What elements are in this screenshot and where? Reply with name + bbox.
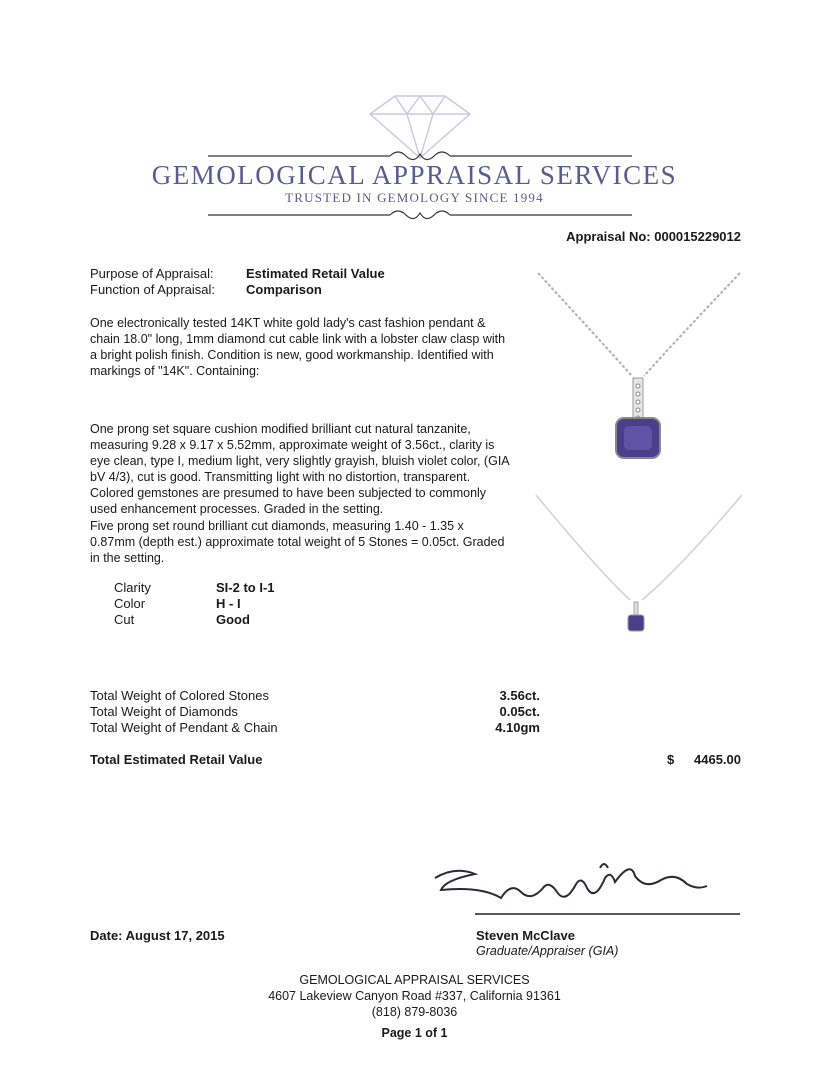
pendant-closeup-photo xyxy=(528,268,748,468)
grade-value: SI-2 to I-1 xyxy=(216,580,275,595)
pendant-full-photo xyxy=(528,490,748,640)
grade-label: Cut xyxy=(114,612,135,627)
brand-name: GEMOLOGICAL APPRAISAL SERVICES xyxy=(151,160,678,190)
total-value-currency: $ xyxy=(667,752,675,767)
function-label: Function of Appraisal: xyxy=(90,282,216,297)
weight-label: Total Weight of Diamonds xyxy=(90,704,238,719)
description-tanzanite: One prong set square cushion modified brilliant cut natural tanzanite, measuring 9.28 x 9.17 x 5.52mm, approximate weight of 3.56ct., clarity is eye clean, type I, medium light, very slightly grayish, bluish violet color, (GIA bV 4/3), cut is good. Transmitting light with no distortion, transparent. Colored gemstones are presumed to have been subjected to commonly used enhancement processes. Graded in the setting. xyxy=(90,422,509,516)
weight-row xyxy=(90,720,540,736)
purpose-value: Estimated Retail Value xyxy=(246,266,385,281)
purpose-label: Purpose of Appraisal: xyxy=(90,266,214,281)
description-diamonds: Five prong set round brilliant cut diamonds, measuring 1.40 - 1.35 x 0.87mm (depth est.) approximate total weight of 5 Stones = 0.05ct. Graded in the setting. xyxy=(90,519,505,565)
weight-value: 3.56ct. xyxy=(499,688,540,703)
weight-row xyxy=(90,688,540,704)
grade-row xyxy=(114,612,275,628)
footer-phone: (818) 879-8036 xyxy=(371,1005,458,1019)
function-row xyxy=(90,282,385,298)
appraisal-date: Date: August 17, 2015 xyxy=(90,928,225,943)
purpose-block xyxy=(90,266,385,298)
description-pendant: One electronically tested 14KT white gold lady's cast fashion pendant & chain 18.0" long, 1mm diamond cut cable link with a lobster claw clasp with a bright polish finish. Condition is new, good workmanship. Identified with markings of "14K". Containing: xyxy=(90,316,506,378)
function-value: Comparison xyxy=(246,282,322,297)
footer-address: 4607 Lakeview Canyon Road #337, California 91361 xyxy=(268,989,561,1003)
appraisal-number: Appraisal No: 000015229012 xyxy=(566,229,741,244)
brand-tagline: TRUSTED IN GEMOLOGY SINCE 1994 xyxy=(285,190,544,205)
weight-value: 4.10gm xyxy=(495,720,540,735)
signature xyxy=(425,850,745,920)
grade-row xyxy=(114,580,275,596)
weight-label: Total Weight of Colored Stones xyxy=(90,688,269,703)
diamond-icon xyxy=(200,88,640,228)
footer xyxy=(0,972,829,1041)
total-value-amount: 4465.00 xyxy=(694,752,741,767)
grade-label: Color xyxy=(114,596,146,611)
footer-company: GEMOLOGICAL APPRAISAL SERVICES xyxy=(299,973,530,987)
grade-row xyxy=(114,596,275,612)
appraiser-title: Graduate/Appraiser (GIA) xyxy=(476,944,619,958)
page-number: Page 1 of 1 xyxy=(381,1026,448,1040)
grade-value: Good xyxy=(216,612,250,627)
weights-table xyxy=(90,688,540,736)
appraiser-name: Steven McClave xyxy=(476,928,575,943)
weight-row xyxy=(90,704,540,720)
grade-value: H - I xyxy=(216,596,241,611)
grades-table xyxy=(114,580,275,628)
purpose-row xyxy=(90,266,385,282)
total-value-label: Total Estimated Retail Value xyxy=(90,752,263,767)
weight-value: 0.05ct. xyxy=(499,704,540,719)
grade-label: Clarity xyxy=(114,580,151,595)
weight-label: Total Weight of Pendant & Chain xyxy=(90,720,278,735)
